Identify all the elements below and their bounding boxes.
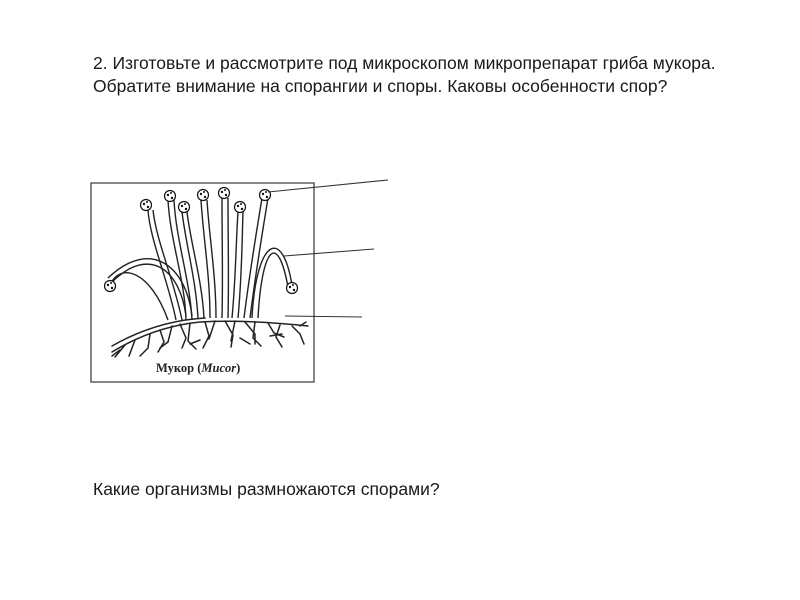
pointer-line [268,180,388,192]
sporangium [165,191,176,202]
question-text: Какие организмы размножаются спорами? [93,479,440,499]
pointer-line [284,249,374,256]
mycelium [112,318,308,357]
sporangiophores [108,198,292,320]
caption-main: Мукор ( [156,361,202,375]
caption-end: ) [236,361,241,375]
figure-caption [156,361,240,375]
sporangium [260,190,271,201]
sporangium [235,202,246,213]
spore-dots [107,189,295,291]
sporangia [105,188,298,294]
sporangium [219,188,230,199]
pointer-lines [268,180,388,317]
sporangium [198,190,209,201]
pointer-line [285,316,362,317]
illustration-frame [91,183,314,382]
sporangium [179,202,190,213]
task-text: 2. Изготовьте и рассмотрите под микроскопом микропрепарат гриба мукора. Обратите внимание на спорангии и споры. Каковы особенности спор? [93,53,716,96]
sporangium [105,281,116,292]
sporangium [141,200,152,211]
sporangium [287,283,298,294]
caption-latin: Mucor [201,361,237,375]
